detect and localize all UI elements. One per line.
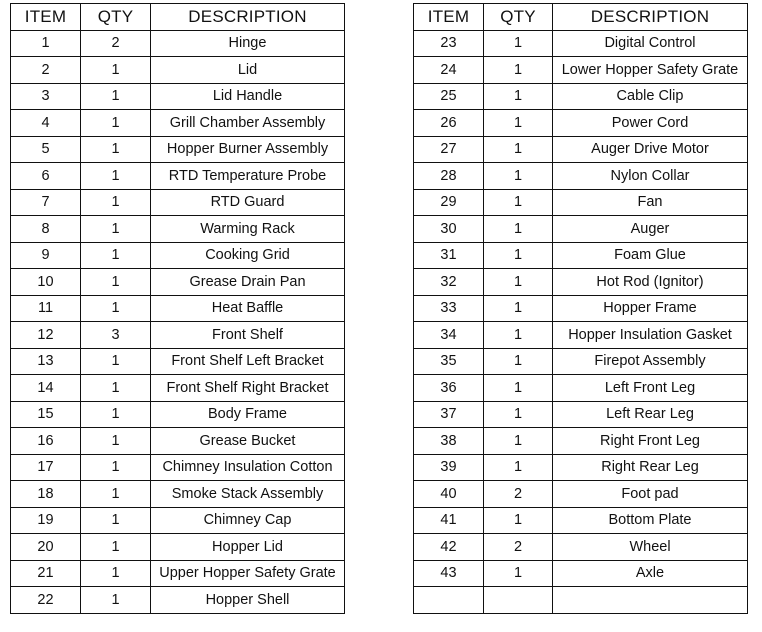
cell-qty: 1 (484, 507, 553, 534)
table-row (11, 560, 345, 587)
cell-description: Left Front Leg (553, 375, 748, 402)
cell-description: Lid Handle (151, 83, 345, 110)
table-row (11, 110, 345, 137)
cell-description: Grease Drain Pan (151, 269, 345, 296)
table-row (414, 322, 748, 349)
table-row (414, 83, 748, 110)
cell-qty: 2 (81, 30, 151, 57)
header-row (414, 4, 748, 31)
table-row (414, 295, 748, 322)
cell-item: 38 (414, 428, 484, 455)
cell-description: Digital Control (553, 30, 748, 57)
cell-qty: 1 (484, 189, 553, 216)
cell-item: 3 (11, 83, 81, 110)
cell-qty: 1 (484, 269, 553, 296)
cell-qty: 1 (484, 110, 553, 137)
table-row (11, 481, 345, 508)
cell-description: Cable Clip (553, 83, 748, 110)
table-row (11, 348, 345, 375)
cell-qty: 1 (484, 83, 553, 110)
table-row (11, 30, 345, 57)
cell-item: 35 (414, 348, 484, 375)
cell-item: 39 (414, 454, 484, 481)
header-qty: QTY (81, 4, 151, 31)
table-row (11, 269, 345, 296)
cell-item: 21 (11, 560, 81, 587)
cell-description: Chimney Insulation Cotton (151, 454, 345, 481)
cell-item: 31 (414, 242, 484, 269)
cell-item: 43 (414, 560, 484, 587)
cell-item: 24 (414, 57, 484, 84)
cell-item: 11 (11, 295, 81, 322)
cell-item: 42 (414, 534, 484, 561)
cell-item: 5 (11, 136, 81, 163)
cell-item: 41 (414, 507, 484, 534)
cell-description: Lid (151, 57, 345, 84)
cell-description: Axle (553, 560, 748, 587)
cell-item: 1 (11, 30, 81, 57)
table-row (11, 454, 345, 481)
cell-qty: 1 (81, 375, 151, 402)
table-row (11, 242, 345, 269)
cell-description: Heat Baffle (151, 295, 345, 322)
cell-item: 30 (414, 216, 484, 243)
cell-qty: 1 (81, 242, 151, 269)
table-row (11, 401, 345, 428)
cell-description: Front Shelf Left Bracket (151, 348, 345, 375)
cell-item: 32 (414, 269, 484, 296)
cell-description (553, 587, 748, 614)
header-qty: QTY (484, 4, 553, 31)
header-item: ITEM (11, 4, 81, 31)
cell-item (414, 587, 484, 614)
cell-description: Lower Hopper Safety Grate (553, 57, 748, 84)
cell-description: Front Shelf Right Bracket (151, 375, 345, 402)
cell-qty: 1 (81, 136, 151, 163)
cell-description: Hot Rod (Ignitor) (553, 269, 748, 296)
cell-description: Grease Bucket (151, 428, 345, 455)
cell-qty: 1 (81, 83, 151, 110)
cell-qty: 2 (484, 534, 553, 561)
cell-qty: 1 (484, 454, 553, 481)
cell-qty: 1 (81, 269, 151, 296)
cell-item: 36 (414, 375, 484, 402)
table-row (414, 587, 748, 614)
cell-item: 20 (11, 534, 81, 561)
cell-item: 27 (414, 136, 484, 163)
cell-description: Power Cord (553, 110, 748, 137)
table-row (11, 375, 345, 402)
cell-item: 28 (414, 163, 484, 190)
parts-table-left (10, 3, 345, 614)
cell-description: Hopper Frame (553, 295, 748, 322)
cell-qty: 1 (81, 481, 151, 508)
cell-description: Auger (553, 216, 748, 243)
cell-qty: 1 (81, 348, 151, 375)
cell-description: Bottom Plate (553, 507, 748, 534)
cell-qty: 1 (81, 587, 151, 614)
cell-qty: 1 (81, 110, 151, 137)
table-row (414, 507, 748, 534)
cell-item: 26 (414, 110, 484, 137)
table-row (11, 216, 345, 243)
cell-description: Foam Glue (553, 242, 748, 269)
parts-table-right-body (414, 30, 748, 613)
cell-description: Body Frame (151, 401, 345, 428)
table-row (414, 534, 748, 561)
cell-description: Front Shelf (151, 322, 345, 349)
table-row (11, 295, 345, 322)
cell-item: 4 (11, 110, 81, 137)
cell-description: Hopper Burner Assembly (151, 136, 345, 163)
cell-item: 17 (11, 454, 81, 481)
table-row (11, 534, 345, 561)
cell-item: 9 (11, 242, 81, 269)
cell-item: 10 (11, 269, 81, 296)
cell-description: Left Rear Leg (553, 401, 748, 428)
table-row (414, 110, 748, 137)
table-row (414, 269, 748, 296)
cell-item: 25 (414, 83, 484, 110)
cell-qty: 1 (484, 401, 553, 428)
table-row (414, 30, 748, 57)
cell-description: Right Rear Leg (553, 454, 748, 481)
table-row (414, 216, 748, 243)
cell-description: Warming Rack (151, 216, 345, 243)
table-row (414, 136, 748, 163)
cell-item: 15 (11, 401, 81, 428)
cell-qty: 1 (81, 534, 151, 561)
table-row (414, 375, 748, 402)
cell-description: Chimney Cap (151, 507, 345, 534)
cell-qty: 1 (81, 57, 151, 84)
cell-item: 13 (11, 348, 81, 375)
cell-description: Upper Hopper Safety Grate (151, 560, 345, 587)
cell-qty (484, 587, 553, 614)
cell-description: Wheel (553, 534, 748, 561)
parts-table-right (413, 3, 748, 614)
cell-item: 2 (11, 57, 81, 84)
cell-description: Hopper Lid (151, 534, 345, 561)
cell-qty: 1 (484, 295, 553, 322)
header-description: DESCRIPTION (151, 4, 345, 31)
cell-item: 6 (11, 163, 81, 190)
cell-qty: 3 (81, 322, 151, 349)
cell-description: Hinge (151, 30, 345, 57)
cell-qty: 1 (81, 295, 151, 322)
cell-description: Fan (553, 189, 748, 216)
cell-item: 18 (11, 481, 81, 508)
cell-qty: 1 (484, 560, 553, 587)
cell-description: Cooking Grid (151, 242, 345, 269)
cell-qty: 1 (484, 30, 553, 57)
cell-description: RTD Guard (151, 189, 345, 216)
table-row (11, 322, 345, 349)
cell-qty: 1 (484, 136, 553, 163)
cell-item: 16 (11, 428, 81, 455)
table-row (11, 428, 345, 455)
cell-item: 33 (414, 295, 484, 322)
table-row (414, 163, 748, 190)
table-row (414, 428, 748, 455)
header-row (11, 4, 345, 31)
table-row (414, 57, 748, 84)
cell-qty: 1 (484, 375, 553, 402)
cell-qty: 1 (81, 507, 151, 534)
cell-qty: 1 (81, 216, 151, 243)
cell-item: 23 (414, 30, 484, 57)
cell-description: Foot pad (553, 481, 748, 508)
cell-description: Hopper Insulation Gasket (553, 322, 748, 349)
table-row (414, 454, 748, 481)
table-row (11, 57, 345, 84)
table-row (11, 507, 345, 534)
cell-description: Nylon Collar (553, 163, 748, 190)
cell-description: Firepot Assembly (553, 348, 748, 375)
cell-qty: 1 (81, 189, 151, 216)
table-row (11, 189, 345, 216)
cell-item: 14 (11, 375, 81, 402)
cell-qty: 1 (81, 428, 151, 455)
table-row (414, 481, 748, 508)
cell-qty: 1 (484, 348, 553, 375)
table-row (414, 189, 748, 216)
cell-item: 12 (11, 322, 81, 349)
cell-qty: 1 (81, 454, 151, 481)
cell-qty: 1 (484, 163, 553, 190)
header-item: ITEM (414, 4, 484, 31)
parts-table-left-body (11, 30, 345, 613)
cell-qty: 1 (484, 242, 553, 269)
cell-qty: 1 (484, 216, 553, 243)
cell-qty: 1 (81, 163, 151, 190)
cell-qty: 1 (484, 57, 553, 84)
cell-description: Auger Drive Motor (553, 136, 748, 163)
cell-item: 8 (11, 216, 81, 243)
cell-description: Right Front Leg (553, 428, 748, 455)
cell-item: 7 (11, 189, 81, 216)
table-row (11, 163, 345, 190)
cell-description: Hopper Shell (151, 587, 345, 614)
cell-qty: 1 (81, 401, 151, 428)
cell-description: Smoke Stack Assembly (151, 481, 345, 508)
cell-qty: 2 (484, 481, 553, 508)
cell-item: 34 (414, 322, 484, 349)
table-row (11, 587, 345, 614)
cell-item: 29 (414, 189, 484, 216)
cell-qty: 1 (484, 428, 553, 455)
cell-item: 40 (414, 481, 484, 508)
cell-description: RTD Temperature Probe (151, 163, 345, 190)
cell-item: 19 (11, 507, 81, 534)
table-row (11, 136, 345, 163)
table-row (11, 83, 345, 110)
cell-item: 22 (11, 587, 81, 614)
table-row (414, 401, 748, 428)
cell-item: 37 (414, 401, 484, 428)
table-row (414, 560, 748, 587)
cell-qty: 1 (484, 322, 553, 349)
table-row (414, 348, 748, 375)
cell-description: Grill Chamber Assembly (151, 110, 345, 137)
header-description: DESCRIPTION (553, 4, 748, 31)
table-row (414, 242, 748, 269)
cell-qty: 1 (81, 560, 151, 587)
